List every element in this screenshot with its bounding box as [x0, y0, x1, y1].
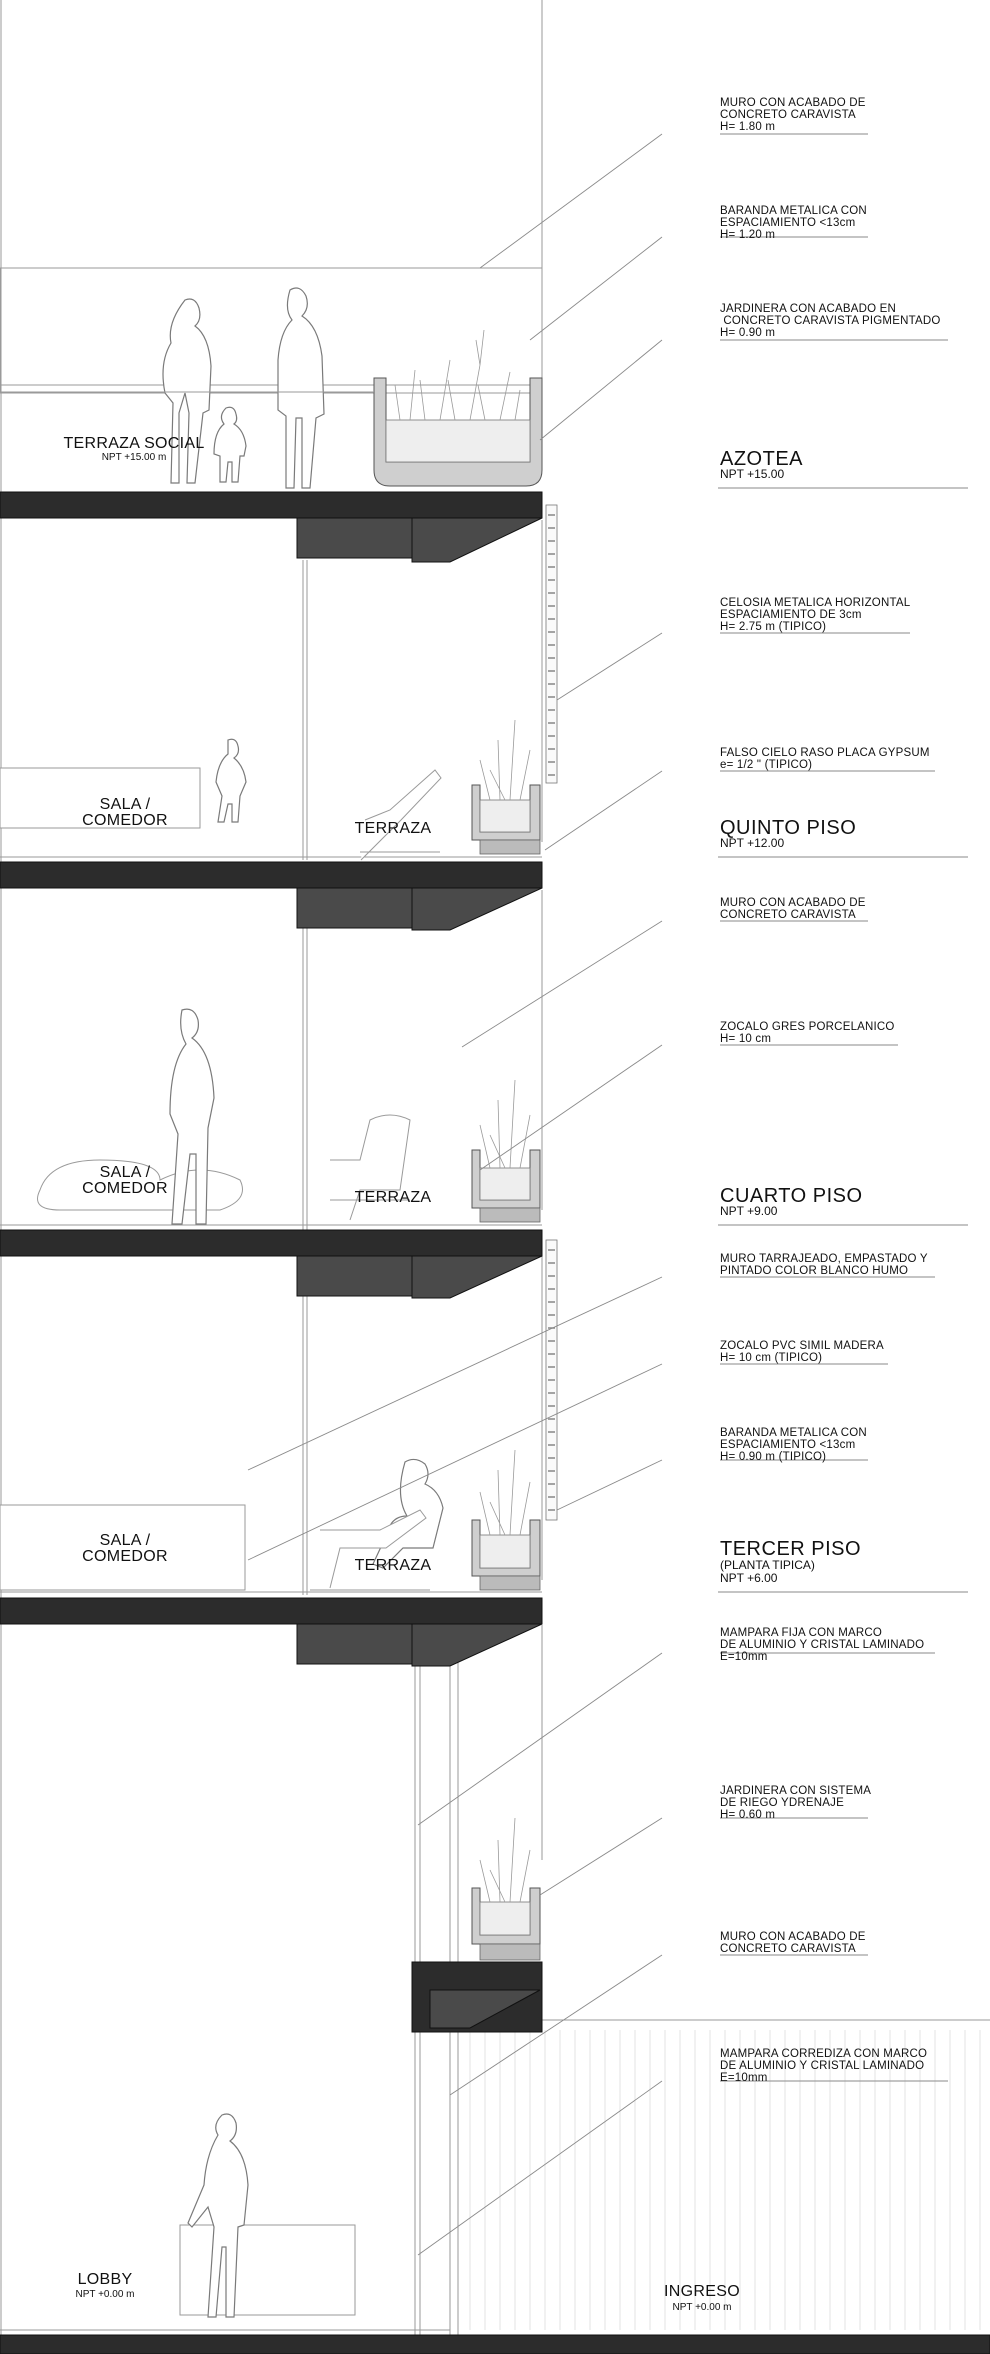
note-line: H= 0.90 m	[720, 327, 776, 339]
note-line: ESPACIAMIENTO <13cm	[720, 217, 856, 229]
person-icon	[214, 407, 246, 482]
metal-lattice-screens	[546, 505, 557, 1520]
note-13	[720, 1931, 866, 1955]
note-8	[720, 1253, 928, 1277]
note-line: e= 1/2 " (TIPICO)	[720, 759, 813, 771]
level-elevation	[720, 1204, 778, 1218]
room-label	[355, 820, 432, 837]
room-line: SALA /	[99, 1164, 151, 1181]
person-icon	[163, 299, 211, 483]
planter-roof	[374, 330, 542, 486]
room-elevation: NPT +15.00 m	[101, 452, 167, 463]
room-line: SALA /	[99, 1532, 151, 1549]
room-line: INGRESO	[664, 2283, 740, 2300]
planter-third	[472, 1450, 540, 1590]
note-line: MURO CON ACABADO DE	[720, 97, 866, 109]
level-title: TERCER PISO	[720, 1538, 862, 1560]
note-line: ZOCALO GRES PORCELANICO	[720, 1021, 895, 1033]
room-line: COMEDOR	[82, 1180, 168, 1197]
level-title: AZOTEA	[720, 448, 804, 470]
note-line: MAMPARA CORREDIZA CON MARCO	[720, 2048, 928, 2060]
level-sub-line: NPT +12.00	[720, 836, 785, 850]
level-title: CUARTO PISO	[720, 1185, 863, 1207]
note-14	[720, 2048, 927, 2084]
note-line: ESPACIAMIENTO DE 3cm	[720, 609, 862, 621]
note-line: ESPACIAMIENTO <13cm	[720, 1439, 856, 1451]
note-line: E=10mm	[720, 1651, 768, 1663]
note-10	[720, 1427, 867, 1463]
room-label	[355, 1189, 432, 1206]
note-11	[720, 1627, 924, 1663]
note-line: MURO CON ACABADO DE	[720, 1931, 866, 1943]
planter-fourth	[472, 1080, 540, 1222]
note-line: CONCRETO CARAVISTA	[720, 1943, 856, 1955]
room-line: TERRAZA	[354, 1189, 432, 1206]
note-line: H= 10 cm (TIPICO)	[720, 1352, 823, 1364]
note-line: BARANDA METALICA CON	[720, 1427, 867, 1439]
room-line: TERRAZA SOCIAL	[63, 435, 205, 452]
note-line: DE RIEGO YDRENAJE	[720, 1797, 844, 1809]
room-elevation: NPT +0.00 m	[672, 2302, 732, 2313]
room-line: SALA /	[99, 796, 151, 813]
room-labels	[63, 435, 740, 2313]
level-sub-line: NPT +6.00	[720, 1571, 778, 1585]
level-sub-line: NPT +9.00	[720, 1204, 778, 1218]
note-line: E=10mm	[720, 2072, 768, 2084]
planter-fifth	[472, 720, 540, 854]
room-label	[63, 435, 204, 452]
note-line: FALSO CIELO RASO PLACA GYPSUM	[720, 747, 930, 759]
note-line: CONCRETO CARAVISTA	[720, 909, 856, 921]
note-line: CELOSIA METALICA HORIZONTAL	[720, 597, 911, 609]
note-9	[720, 1340, 884, 1364]
note-3	[720, 303, 940, 339]
note-line: DE ALUMINIO Y CRISTAL LAMINADO	[720, 2060, 925, 2072]
room-line: COMEDOR	[82, 812, 168, 829]
lounge-chair	[360, 770, 441, 860]
person-icon	[278, 288, 324, 488]
level-elevation	[720, 836, 784, 850]
note-5	[720, 747, 930, 771]
level-elevation	[720, 467, 784, 481]
people-and-furniture	[0, 288, 443, 2317]
note-12	[720, 1785, 871, 1821]
annotation-notes	[720, 97, 940, 2084]
level-elevation	[720, 1558, 815, 1585]
room-label	[78, 2271, 133, 2288]
note-line: MURO CON ACABADO DE	[720, 897, 866, 909]
note-7	[720, 1021, 895, 1045]
level-title: QUINTO PISO	[720, 817, 857, 839]
room-label	[664, 2283, 740, 2300]
level-sub-line: (PLANTA TIPICA)	[720, 1558, 815, 1572]
note-line: H= 1.20 m	[720, 229, 776, 241]
person-icon	[373, 1459, 443, 1568]
room-elevation: NPT +0.00 m	[75, 2289, 135, 2300]
room-label	[355, 1557, 432, 1574]
note-line: PINTADO COLOR BLANCO HUMO	[720, 1265, 909, 1277]
planter-second	[472, 1818, 540, 1960]
note-6	[720, 897, 866, 921]
room-line: COMEDOR	[82, 1548, 168, 1565]
note-line: JARDINERA CON ACABADO EN	[720, 303, 897, 315]
note-line: H= 1.80 m	[720, 121, 776, 133]
note-line: H= 2.75 m (TIPICO)	[720, 621, 827, 633]
note-line: H= 0.90 m (TIPICO)	[720, 1451, 827, 1463]
note-line: CONCRETO CARAVISTA	[720, 109, 856, 121]
note-4	[720, 597, 911, 633]
note-2	[720, 205, 867, 241]
note-line: ZOCALO PVC SIMIL MADERA	[720, 1340, 884, 1352]
note-line: H= 10 cm	[720, 1033, 772, 1045]
room-line: TERRAZA	[354, 1557, 432, 1574]
note-line: MAMPARA FIJA CON MARCO	[720, 1627, 883, 1639]
note-line: MURO TARRAJEADO, EMPASTADO Y	[720, 1253, 928, 1265]
note-line: DE ALUMINIO Y CRISTAL LAMINADO	[720, 1639, 925, 1651]
level-sub-line: NPT +15.00	[720, 467, 785, 481]
room-line: TERRAZA	[354, 820, 432, 837]
note-line: BARANDA METALICA CON	[720, 205, 867, 217]
note-line: H= 0.60 m	[720, 1809, 776, 1821]
bench	[180, 2225, 355, 2315]
note-line: CONCRETO CARAVISTA PIGMENTADO	[720, 315, 941, 327]
room-line: LOBBY	[77, 2271, 133, 2288]
note-line: JARDINERA CON SISTEMA	[720, 1785, 872, 1797]
person-icon	[216, 739, 246, 822]
note-1	[720, 97, 866, 133]
